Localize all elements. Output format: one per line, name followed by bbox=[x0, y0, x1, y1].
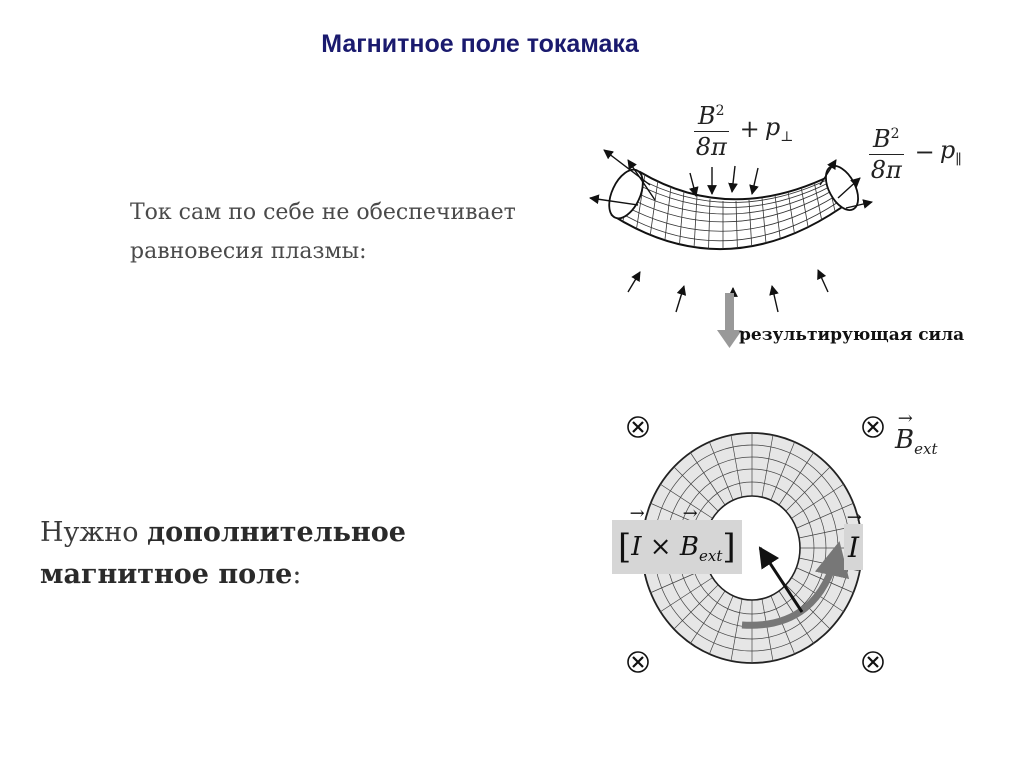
formula-numerator: B bbox=[698, 102, 716, 130]
formula-term: $p_\parallel$ bbox=[939, 136, 962, 168]
formula-fraction bbox=[694, 96, 729, 162]
coil-marker-top-left bbox=[628, 417, 648, 437]
statement-bold: дополнительное магнитное поле bbox=[40, 517, 406, 590]
current-label: → I bbox=[844, 524, 863, 570]
formula-term: $p_\perp$ bbox=[764, 113, 794, 145]
page-title: Магнитное поле токамака bbox=[321, 30, 639, 58]
lorentz-force-label: [→ I × → $B_{ext}$] bbox=[612, 520, 742, 574]
coil-marker-top-right bbox=[863, 417, 883, 437]
coil-marker-bottom-left bbox=[628, 652, 648, 672]
statement-suffix: : bbox=[292, 559, 302, 590]
statement-prefix: Нужно bbox=[40, 517, 148, 548]
formula-denominator: 8π bbox=[870, 156, 902, 184]
formula-operator: − bbox=[914, 138, 935, 166]
statement-current-insufficient: Ток сам по себе не обеспечивает равновесия плазмы: bbox=[130, 200, 516, 264]
formula-power: 2 bbox=[890, 126, 900, 142]
pressure-formula-inner bbox=[694, 96, 793, 162]
resultant-force-label: результирующая сила bbox=[739, 325, 965, 345]
external-field-label: → $B_{ext}$ bbox=[895, 425, 937, 458]
pressure-formula-outer bbox=[869, 119, 962, 185]
formula-fraction bbox=[869, 119, 904, 185]
formula-numerator: B bbox=[873, 125, 891, 153]
formula-denominator: 8π bbox=[695, 133, 727, 161]
coil-marker-bottom-right bbox=[863, 652, 883, 672]
formula-operator: + bbox=[739, 115, 760, 143]
formula-power: 2 bbox=[715, 103, 725, 119]
